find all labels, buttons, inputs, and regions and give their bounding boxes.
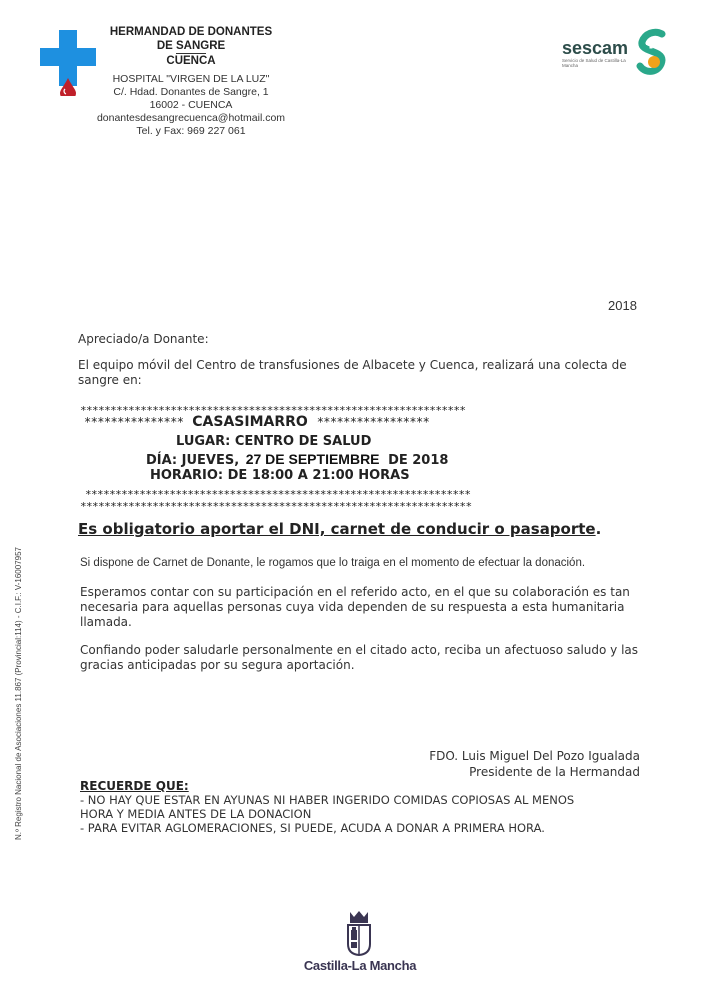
org-name-line-1: HERMANDAD DE DONANTES	[109, 26, 273, 38]
organization-header	[96, 26, 286, 138]
event-town: CASASIMARRO	[192, 414, 308, 430]
dni-notice-period: .	[595, 520, 602, 538]
event-place: LUGAR: CENTRO DE SALUD	[176, 434, 372, 449]
stars-left: ***************	[84, 415, 184, 429]
event-day-year: DE 2018	[388, 453, 449, 468]
castilla-la-mancha-emblem-icon	[340, 908, 378, 956]
intro-line-1: El equipo móvil del Centro de transfusiones de Albacete y Cuenca, realizará una colecta de	[78, 358, 627, 372]
sescam-logo-icon	[632, 28, 672, 76]
sescam-subtitle: Servicio de Salud de Castilla-La Mancha	[562, 58, 626, 68]
hospital-name: HOSPITAL "VIRGEN DE LA LUZ"	[112, 73, 270, 85]
paragraph-2-line-1: Confiando poder saludarle personalmente en el citado acto, reciba un afectuoso saludo y las	[80, 643, 639, 657]
dni-notice-text: Es obligatorio aportar el DNI, carnet de conducir o pasaporte	[78, 520, 596, 538]
reminder-2: - PARA EVITAR AGLOMERACIONES, SI PUEDE, ACUDA A DONAR A PRIMERA HORA.	[80, 821, 545, 835]
org-name-line-2: DE SANGRE	[156, 39, 226, 52]
event-schedule: HORARIO: DE 18:00 A 21:00 HORAS	[150, 468, 410, 483]
event-day-row	[146, 451, 448, 468]
phone-line: Tel. y Fax: 969 227 061	[136, 125, 246, 137]
stars-bottom-1: ****************************************************************	[85, 488, 471, 501]
castilla-la-mancha-logo-text: Castilla-La Mancha	[303, 958, 417, 973]
intro-line-2: sangre en:	[78, 373, 142, 387]
paragraph-1-line-2: necesaria para aquellas personas cuya vida dependen de su respuesta a esta humanitaria	[80, 600, 625, 614]
letter-year: 2018	[608, 298, 637, 313]
registry-side-note: N.º Registro Nacional de Asociaciones 11.867 (Provincial:114) - C.I.F.: V-16007957	[14, 546, 23, 840]
email-line: donantesdesangrecuenca@hotmail.com	[96, 112, 286, 124]
reminder-1-line-1: - NO HAY QUE ESTAR EN AYUNAS NI HABER INGERIDO COMIDAS COPIOSAS AL MENOS	[80, 793, 575, 807]
stars-right: *****************	[316, 415, 430, 429]
postal-line: 16002 - CUENCA	[149, 99, 233, 111]
stars-bottom-2: *****************************************************************	[80, 500, 472, 513]
event-day-prefix: DÍA: JUEVES,	[146, 453, 240, 468]
blood-donor-cross-logo	[40, 30, 96, 96]
paragraph-1-line-1: Esperamos contar con su participación en el referido acto, en el que su colaboración es tan	[80, 585, 630, 599]
dni-notice	[78, 520, 601, 538]
event-day-date: 27 DE SEPTIEMBRE	[245, 451, 380, 467]
paragraph-1-line-3: llamada.	[80, 615, 132, 629]
org-city: CUENCA	[166, 55, 216, 67]
reminder-title: RECUERDE QUE:	[80, 779, 189, 793]
sescam-logo-text: sescam	[562, 38, 629, 58]
donor-card-note: Si dispone de Carnet de Donante, le rogamos que lo traiga en el momento de efectuar la donación.	[80, 557, 586, 569]
address-line: C/. Hdad. Donantes de Sangre, 1	[113, 86, 269, 98]
signer-name: FDO. Luis Miguel Del Pozo Igualada	[429, 749, 640, 763]
signer-role: Presidente de la Hermandad	[469, 765, 640, 779]
event-town-row	[84, 414, 429, 430]
paragraph-2-line-2: gracias anticipadas por su segura aportación.	[80, 658, 355, 672]
reminder-1-line-2: HORA Y MEDIA ANTES DE LA DONACION	[80, 807, 312, 821]
greeting: Apreciado/a Donante:	[78, 332, 209, 346]
stars-top: ****************************************************************	[80, 404, 466, 417]
